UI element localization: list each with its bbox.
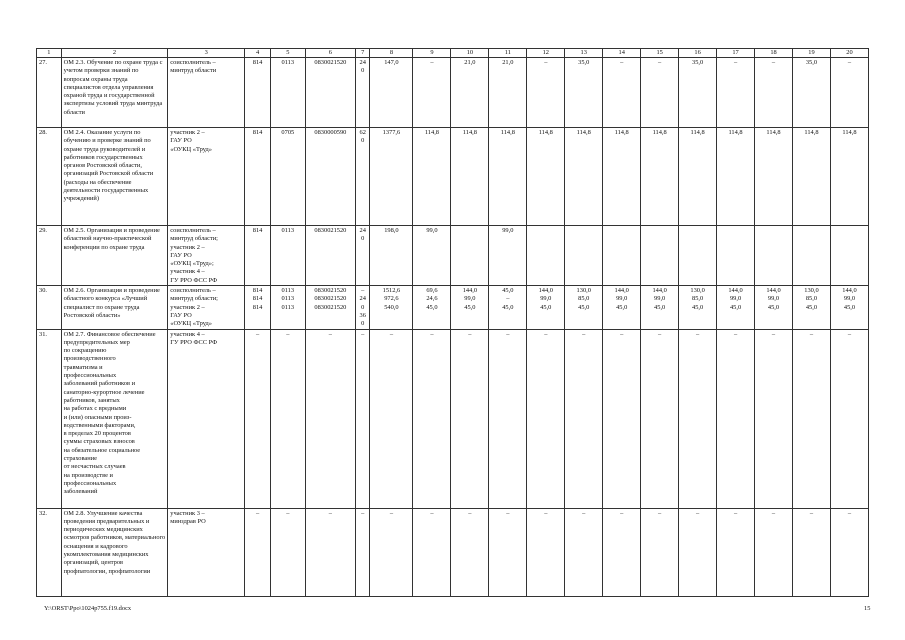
table-row — [37, 286, 869, 329]
executor: соисполнитель – минтруд области; участник 2 – ГАУ РО «ОУКЦ «Труд»; участник 4 – ГУ РРО ФСС РФ — [168, 226, 245, 286]
table-row — [37, 58, 869, 128]
amount-cell: 99,0 — [489, 226, 527, 286]
amount-cell: – — [641, 508, 679, 596]
header-cell: 2 — [61, 49, 168, 58]
amount-cell: 114,8 — [413, 128, 451, 226]
amount-cell: 114,8 — [451, 128, 489, 226]
header-cell: 17 — [717, 49, 755, 58]
code-vr: 620 — [356, 128, 370, 226]
measure-name: ОМ 2.3. Обучение по охране труда с учетом проверки знаний по вопросам охраны труда специалистов отдела управления охраной труда и государственной экспертизы условий труда минтруда области — [61, 58, 168, 128]
amount-cell — [830, 226, 868, 286]
amount-cell: – — [679, 508, 717, 596]
amount-cell: – — [413, 329, 451, 508]
program-table — [36, 48, 869, 597]
amount-cell: 114,8 — [792, 128, 830, 226]
header-cell: 14 — [603, 49, 641, 58]
code-gr: – — [245, 508, 271, 596]
amount-cell: – — [527, 329, 565, 508]
executor: участник 3 – минздрав РО — [168, 508, 245, 596]
header-cell: 7 — [356, 49, 370, 58]
row-number: 32. — [37, 508, 62, 596]
amount-cell: – — [641, 58, 679, 128]
amount-cell — [451, 226, 489, 286]
amount-cell: – — [717, 329, 755, 508]
code-rzpr: 0113 — [270, 58, 305, 128]
amount-cell — [792, 226, 830, 286]
header-cell: 12 — [527, 49, 565, 58]
table-row — [37, 508, 869, 596]
measure-name: ОМ 2.4. Оказание услуги по обучению и проверке знаний по охране труда руководителей и работников государственных органов Ростовской области, организаций Ростовской области (расходы на обеспечение деятельности государственных учреждений) — [61, 128, 168, 226]
amount-cell: 130,0 85,0 45,0 — [565, 286, 603, 329]
executor: соисполнитель – минтруд области; участник 2 – ГАУ РО «ОУКЦ «Труд» — [168, 286, 245, 329]
amount-cell: – — [527, 58, 565, 128]
executor: соисполнитель – минтруд области — [168, 58, 245, 128]
amount-cell: – — [565, 329, 603, 508]
amount-cell: 144,0 99,0 45,0 — [603, 286, 641, 329]
amount-cell — [717, 226, 755, 286]
amount-cell — [603, 226, 641, 286]
code-gr: 814 — [245, 58, 271, 128]
amount-cell — [641, 226, 679, 286]
amount-cell: 1512,6 972,6 540,0 — [370, 286, 413, 329]
amount-cell: 114,8 — [717, 128, 755, 226]
code-csr: 0830021520 — [305, 226, 355, 286]
amount-cell: – — [830, 508, 868, 596]
amount-cell: – — [679, 329, 717, 508]
header-row — [37, 49, 869, 58]
amount-cell: – — [451, 329, 489, 508]
header-cell: 13 — [565, 49, 603, 58]
row-number: 27. — [37, 58, 62, 128]
amount-cell: 144,0 99,0 45,0 — [755, 286, 793, 329]
code-rzpr: 0705 — [270, 128, 305, 226]
amount-cell: – — [413, 58, 451, 128]
code-rzpr: – — [270, 329, 305, 508]
amount-cell: 144,0 99,0 45,0 — [451, 286, 489, 329]
amount-cell: – — [603, 508, 641, 596]
amount-cell: – — [603, 58, 641, 128]
header-cell: 15 — [641, 49, 679, 58]
code-csr: 0830021520 — [305, 58, 355, 128]
code-rzpr: 0113 — [270, 226, 305, 286]
amount-cell: 114,8 — [830, 128, 868, 226]
code-rzpr: – — [270, 508, 305, 596]
footer-file-path: Y:\ORST\Ppo\1024p755.f19.docx — [44, 605, 132, 612]
amount-cell: – — [370, 508, 413, 596]
header-cell: 5 — [270, 49, 305, 58]
table-row — [37, 226, 869, 286]
amount-cell: 99,0 — [413, 226, 451, 286]
amount-cell: 144,0 99,0 45,0 — [717, 286, 755, 329]
amount-cell — [755, 226, 793, 286]
header-cell: 11 — [489, 49, 527, 58]
amount-cell: 114,8 — [565, 128, 603, 226]
measure-name: ОМ 2.6. Организация и проведение областного конкурса «Лучший специалист по охране труда Ростовской области» — [61, 286, 168, 329]
header-cell: 16 — [679, 49, 717, 58]
header-cell: 3 — [168, 49, 245, 58]
amount-cell: – — [565, 508, 603, 596]
amount-cell — [527, 226, 565, 286]
code-csr: – — [305, 508, 355, 596]
amount-cell — [679, 226, 717, 286]
amount-cell: – — [830, 329, 868, 508]
amount-cell: 130,0 85,0 45,0 — [679, 286, 717, 329]
row-number: 31. — [37, 329, 62, 508]
amount-cell: 144,0 99,0 45,0 — [641, 286, 679, 329]
amount-cell: 35,0 — [565, 58, 603, 128]
amount-cell: – — [717, 58, 755, 128]
code-vr: 240 — [356, 58, 370, 128]
amount-cell: 21,0 — [489, 58, 527, 128]
code-rzpr: 0113 0113 0113 — [270, 286, 305, 329]
executor: участник 2 – ГАУ РО «ОУКЦ «Труд» — [168, 128, 245, 226]
amount-cell: 114,8 — [641, 128, 679, 226]
measure-name: ОМ 2.8. Улучшение качества проведения предварительных и периодических медицинских осмотров работников, материального оснащения и кадрового укомплектования медицинских организаций, центров профпатологии, профпатологии — [61, 508, 168, 596]
code-csr: – — [305, 329, 355, 508]
row-number: 29. — [37, 226, 62, 286]
amount-cell: – — [489, 329, 527, 508]
amount-cell: 114,8 — [527, 128, 565, 226]
amount-cell: – — [641, 329, 679, 508]
amount-cell: 144,0 99,0 45,0 — [527, 286, 565, 329]
amount-cell: – — [603, 329, 641, 508]
amount-cell: 21,0 — [451, 58, 489, 128]
amount-cell: 114,8 — [603, 128, 641, 226]
amount-cell: 114,8 — [755, 128, 793, 226]
amount-cell: 130,0 85,0 45,0 — [792, 286, 830, 329]
code-vr: 240 — [356, 226, 370, 286]
executor: участник 4 – ГУ РРО ФСС РФ — [168, 329, 245, 508]
amount-cell: – — [451, 508, 489, 596]
code-gr: 814 — [245, 226, 271, 286]
header-cell: 8 — [370, 49, 413, 58]
amount-cell: 114,8 — [679, 128, 717, 226]
header-cell: 9 — [413, 49, 451, 58]
amount-cell: 35,0 — [792, 58, 830, 128]
header-cell: 10 — [451, 49, 489, 58]
amount-cell: – — [527, 508, 565, 596]
code-csr: 0830000590 — [305, 128, 355, 226]
amount-cell: – — [489, 508, 527, 596]
header-cell: 6 — [305, 49, 355, 58]
amount-cell: – — [370, 329, 413, 508]
footer-page-number: 15 — [864, 605, 871, 612]
code-gr: 814 — [245, 128, 271, 226]
header-cell: 4 — [245, 49, 271, 58]
header-cell: 18 — [755, 49, 793, 58]
amount-cell: – — [755, 58, 793, 128]
amount-cell: 114,8 — [489, 128, 527, 226]
amount-cell: 144,0 99,0 45,0 — [830, 286, 868, 329]
row-number: 28. — [37, 128, 62, 226]
header-cell: 1 — [37, 49, 62, 58]
amount-cell: 198,0 — [370, 226, 413, 286]
header-cell: 20 — [830, 49, 868, 58]
code-vr: – — [356, 508, 370, 596]
amount-cell: 147,0 — [370, 58, 413, 128]
measure-name: ОМ 2.5. Организация и проведение областной научно-практической конференции по охране труда — [61, 226, 168, 286]
amount-cell: 45,0 – 45,0 — [489, 286, 527, 329]
header-cell: 19 — [792, 49, 830, 58]
amount-cell: – — [755, 508, 793, 596]
row-number: 30. — [37, 286, 62, 329]
code-csr: 0830021520 0830021520 0830021520 — [305, 286, 355, 329]
amount-cell: – — [413, 508, 451, 596]
code-gr: 814 814 814 — [245, 286, 271, 329]
code-gr: – — [245, 329, 271, 508]
amount-cell: – — [755, 329, 793, 508]
table-row — [37, 128, 869, 226]
amount-cell: – — [792, 508, 830, 596]
amount-cell: 69,6 24,6 45,0 — [413, 286, 451, 329]
amount-cell: – — [830, 58, 868, 128]
measure-name: ОМ 2.7. Финансовое обеспечение предупредительных мер по сокращению производственного травматизма и профессиональных заболеваний работников и санаторно-курортное лечение работников, занятых на работах с вредными и (или) опасными произ- водственными факторами, в пределах 20 процентов суммы страховых взносов на обязательное социальное страхование от несчастных случаев на производстве и профессиональных заболеваний — [61, 329, 168, 508]
amount-cell — [565, 226, 603, 286]
table-row — [37, 329, 869, 508]
amount-cell: 35,0 — [679, 58, 717, 128]
code-vr: – 240 360 — [356, 286, 370, 329]
amount-cell: 1377,6 — [370, 128, 413, 226]
amount-cell: – — [792, 329, 830, 508]
code-vr: – — [356, 329, 370, 508]
amount-cell: – — [717, 508, 755, 596]
